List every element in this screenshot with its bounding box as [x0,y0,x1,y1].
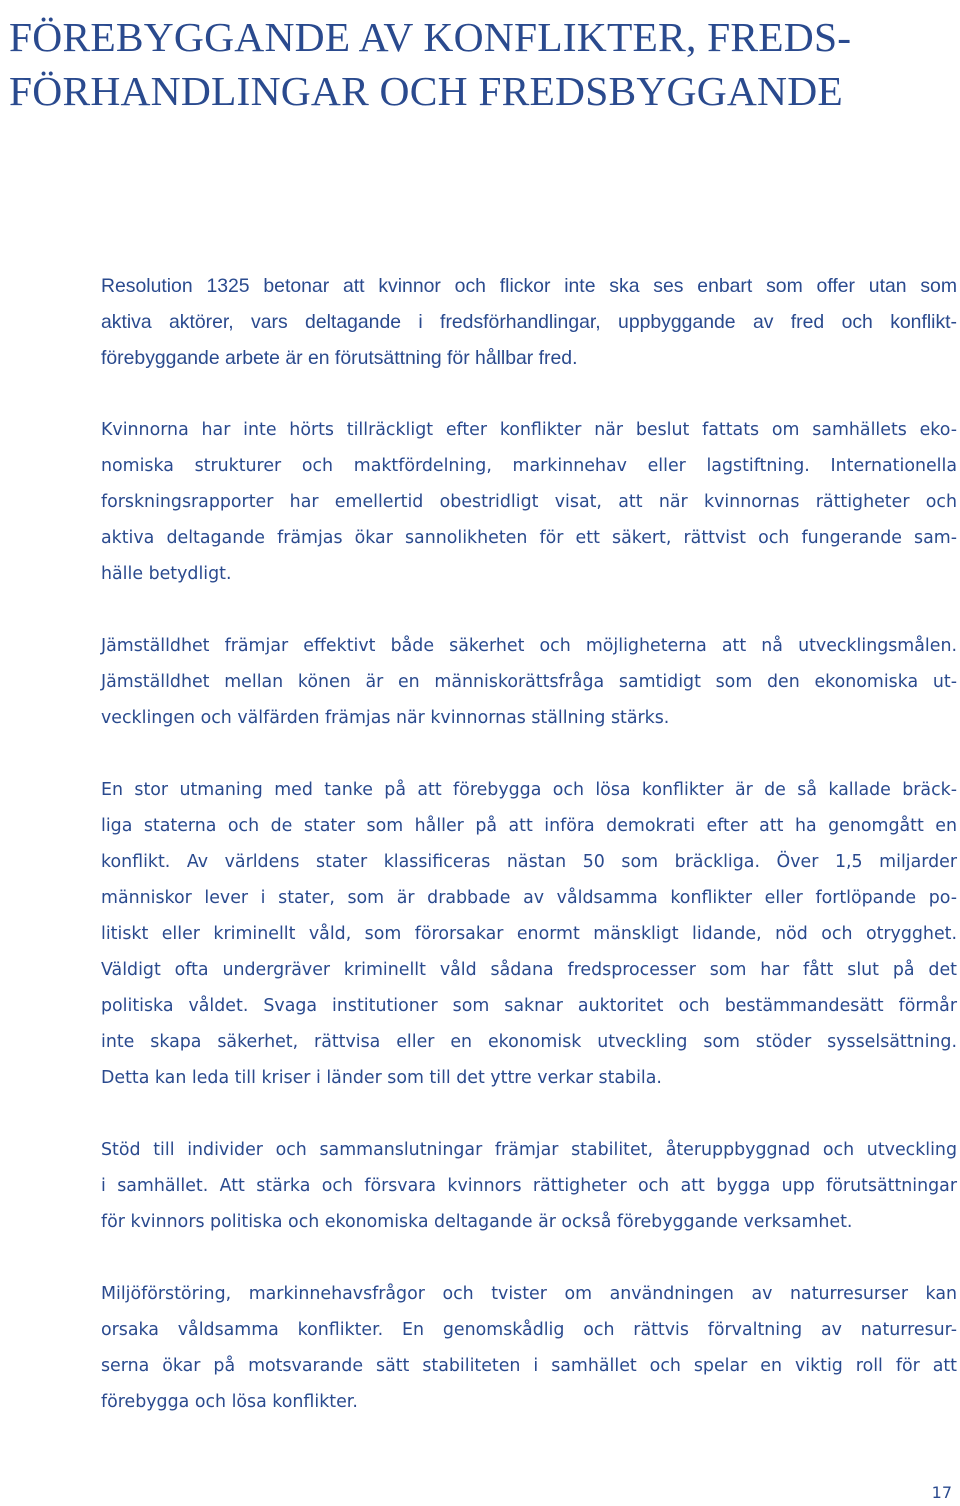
body-text [101,268,957,1420]
paragraph-resolution-1325 [101,268,957,376]
text-line: vecklingen och välfärden främjas när kvinnornas ställning stärks. [101,708,670,728]
title-line-2: FÖRHANDLINGAR OCH FREDSBYGGANDE [9,68,843,114]
paragraph-women-not-heard [101,412,957,592]
text-line: Jämställdhet främjar effektivt både säkerhet och möjligheterna att nå utvecklingsmålen. [101,636,957,656]
text-line: Väldigt ofta undergräver kriminellt våld sådana fredsprocesser som har fått slut på det [101,960,957,980]
text-line: Stöd till individer och sammanslutningar främjar stabilitet, återuppbyggnad och utveckling [101,1140,957,1160]
text-line: politiska våldet. Svaga institutioner som saknar auktoritet och bestämmandesätt förmår [101,996,957,1016]
text-line: nomiska strukturer och maktfördelning, markinnehav eller lagstiftning. Internationella [101,456,957,476]
text-line: för kvinnors politiska och ekonomiska deltagande är också förebyggande verksamhet. [101,1212,853,1232]
text-line: förebyggande arbete är en förutsättning för hållbar fred. [101,347,578,369]
text-line: i samhället. Att stärka och försvara kvinnors rättigheter och att bygga upp förutsättningar [101,1176,957,1196]
text-line: forskningsrapporter har emellertid obestridligt visat, att när kvinnornas rättigheter och [101,492,957,512]
text-line: aktiva deltagande främjas ökar sannolikheten för ett säkert, rättvist och fungerande sam- [101,528,957,548]
text-line: Detta kan leda till kriser i länder som till det yttre verkar stabila. [101,1068,662,1088]
text-line: konflikt. Av världens stater klassificeras nästan 50 som bräckliga. Över 1,5 miljarder [101,852,957,872]
paragraph-gender-equality [101,628,957,736]
paragraph-environment [101,1276,957,1420]
page-title [9,10,954,118]
page-number: 17 [931,1483,952,1502]
text-line: förebygga och lösa konflikter. [101,1392,358,1412]
text-line: Resolution 1325 betonar att kvinnor och flickor inte ska ses enbart som offer utan som [101,275,957,297]
paragraph-support-individuals [101,1132,957,1240]
title-line-1: FÖREBYGGANDE AV KONFLIKTER, FREDS- [9,14,852,60]
text-line: serna ökar på motsvarande sätt stabiliteten i samhället och spelar en viktig roll för att [101,1356,957,1376]
text-line: aktiva aktörer, vars deltagande i fredsförhandlingar, uppbyggande av fred och konflikt- [101,311,957,333]
text-line: människor lever i stater, som är drabbade av våldsamma konflikter eller fortlöpande po- [101,888,957,908]
paragraph-fragile-states [101,772,957,1096]
text-line: litiskt eller kriminellt våld, som förorsakar enormt mänskligt lidande, nöd och otrygghet. [101,924,957,944]
text-line: orsaka våldsamma konflikter. En genomskådlig och rättvis förvaltning av naturresur- [101,1320,957,1340]
text-line: Miljöförstöring, markinnehavsfrågor och tvister om användningen av naturresurser kan [101,1284,957,1304]
text-line: En stor utmaning med tanke på att förebygga och lösa konflikter är de så kallade bräck- [101,780,957,800]
text-line: liga staterna och de stater som håller på att införa demokrati efter att ha genomgått en [101,816,957,836]
text-line: Kvinnorna har inte hörts tillräckligt efter konflikter när beslut fattats om samhällets eko- [101,420,957,440]
text-line: hälle betydligt. [101,564,232,584]
text-line: Jämställdhet mellan könen är en människorättsfråga samtidigt som den ekonomiska ut- [101,672,957,692]
text-line: inte skapa säkerhet, rättvisa eller en ekonomisk utveckling som stöder sysselsättning. [101,1032,957,1052]
